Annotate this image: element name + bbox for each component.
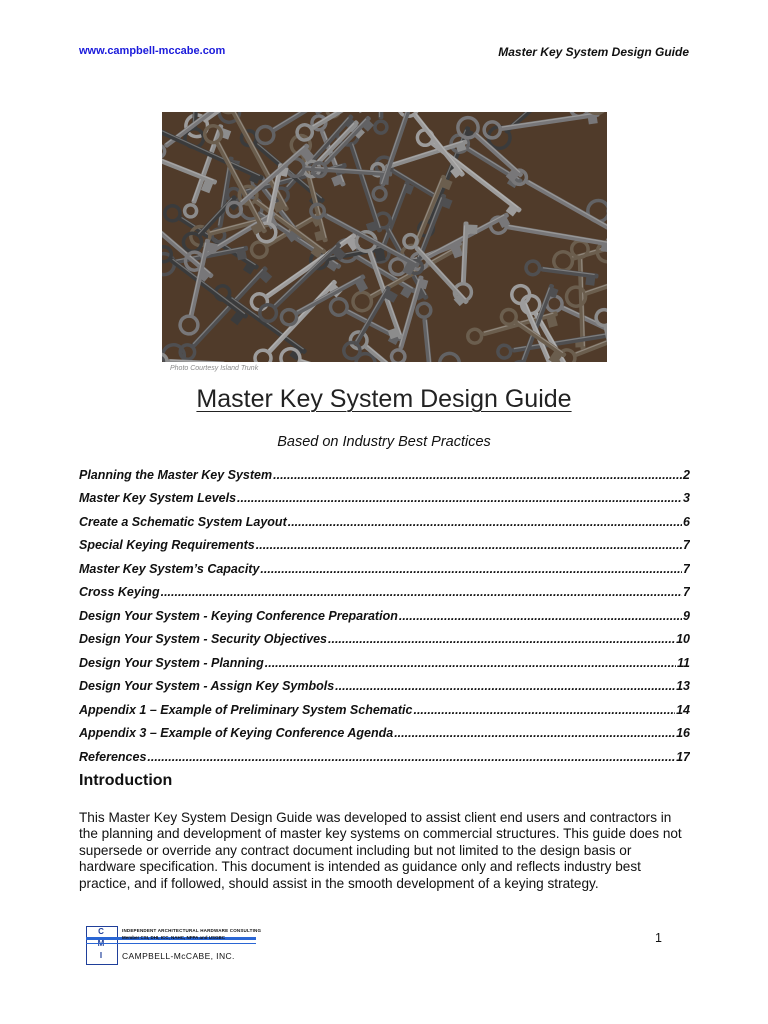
toc-entry-title: Cross Keying — [79, 585, 160, 599]
toc-entry-page: 9 — [683, 608, 690, 623]
toc-entry-page: 2 — [683, 467, 690, 482]
toc-entry-page: 13 — [676, 679, 690, 693]
toc-leader-dots — [237, 491, 682, 505]
logo-tagline: INDEPENDENT ARCHITECTURAL HARDWARE CONSULTING — [122, 928, 262, 933]
toc-entry[interactable] — [79, 646, 690, 670]
toc-entry[interactable] — [79, 717, 690, 741]
logo-letter-i: I — [99, 951, 103, 960]
toc-entry-title: Create a Schematic System Layout — [79, 514, 287, 529]
introduction-paragraph: This Master Key System Design Guide was developed to assist client end users and contractors in the planning and development of master key systems on commercial structures. This guide does not supersede or override any contract document including but not limited to the design basis or hardware specification. This document is intended as guidance only and reflects industry best practice, and if followed, should assist in the smooth development of a keying strategy. — [79, 810, 682, 891]
keys-photo — [162, 112, 607, 362]
toc-entry-title: Special Keying Requirements — [79, 538, 255, 552]
toc-leader-dots — [413, 703, 675, 717]
toc-entry-page: 11 — [677, 655, 690, 670]
running-header-title: Master Key System Design Guide — [498, 45, 689, 59]
toc-entry[interactable] — [79, 740, 690, 764]
toc-leader-dots — [328, 632, 675, 646]
document-title: Master Key System Design Guide — [196, 385, 572, 413]
toc-entry-page: 7 — [683, 561, 690, 576]
toc-entry[interactable] — [79, 505, 690, 529]
logo-rule-thin — [86, 943, 256, 944]
photo-credit: Photo Courtesy Island Trunk — [170, 365, 259, 372]
toc-entry[interactable] — [79, 623, 690, 647]
toc-entry-title: References — [79, 749, 147, 764]
toc-entry-title: Design Your System - Keying Conference Preparation — [79, 608, 398, 623]
toc-leader-dots — [147, 750, 675, 764]
toc-entry[interactable] — [79, 552, 690, 576]
toc-entry-title: Appendix 3 – Example of Keying Conference Agenda — [79, 726, 394, 740]
toc-leader-dots — [256, 538, 682, 552]
toc-entry-title: Appendix 1 – Example of Preliminary System Schematic — [79, 702, 413, 717]
toc-entry[interactable] — [79, 693, 690, 717]
page-number: 1 — [655, 931, 662, 945]
toc-entry[interactable] — [79, 482, 690, 506]
toc-leader-dots — [161, 585, 682, 599]
company-logo — [86, 926, 262, 964]
toc-leader-dots — [394, 726, 675, 740]
logo-memberships: Member CSI, DHI, ICC, NAHC, NFPA and USGBC — [122, 935, 226, 940]
toc-entry-title: Design Your System - Security Objectives — [79, 632, 328, 646]
toc-entry-page: 10 — [676, 632, 690, 646]
toc-leader-dots — [273, 468, 682, 482]
logo-letter-c: C — [98, 927, 104, 936]
toc-entry-title: Design Your System - Planning — [79, 655, 264, 670]
toc-entry-page: 14 — [676, 702, 690, 717]
toc-entry[interactable] — [79, 458, 690, 482]
website-link[interactable]: www.campbell-mccabe.com — [79, 45, 226, 57]
toc-entry-page: 3 — [683, 491, 690, 505]
document-subtitle: Based on Industry Best Practices — [277, 434, 491, 450]
toc-leader-dots — [265, 656, 676, 670]
toc-leader-dots — [260, 562, 682, 576]
toc-entry-page: 6 — [683, 514, 690, 529]
toc-entry[interactable] — [79, 670, 690, 694]
toc-entry-page: 16 — [676, 726, 690, 740]
toc-entry-title: Master Key System’s Capacity — [79, 561, 260, 576]
table-of-contents — [79, 458, 690, 764]
toc-entry-title: Planning the Master Key System — [79, 467, 273, 482]
toc-leader-dots — [288, 515, 682, 529]
toc-entry-title: Design Your System - Assign Key Symbols — [79, 679, 335, 693]
toc-entry[interactable] — [79, 599, 690, 623]
toc-leader-dots — [399, 609, 682, 623]
toc-entry-page: 17 — [676, 749, 690, 764]
toc-entry-page: 7 — [683, 585, 690, 599]
toc-entry-title: Master Key System Levels — [79, 491, 237, 505]
toc-entry[interactable] — [79, 576, 690, 600]
toc-entry-page: 7 — [683, 538, 690, 552]
toc-leader-dots — [335, 679, 675, 693]
logo-company-name: CAMPBELL-McCABE, INC. — [122, 951, 235, 961]
toc-entry[interactable] — [79, 529, 690, 553]
introduction-heading: Introduction — [79, 772, 173, 789]
